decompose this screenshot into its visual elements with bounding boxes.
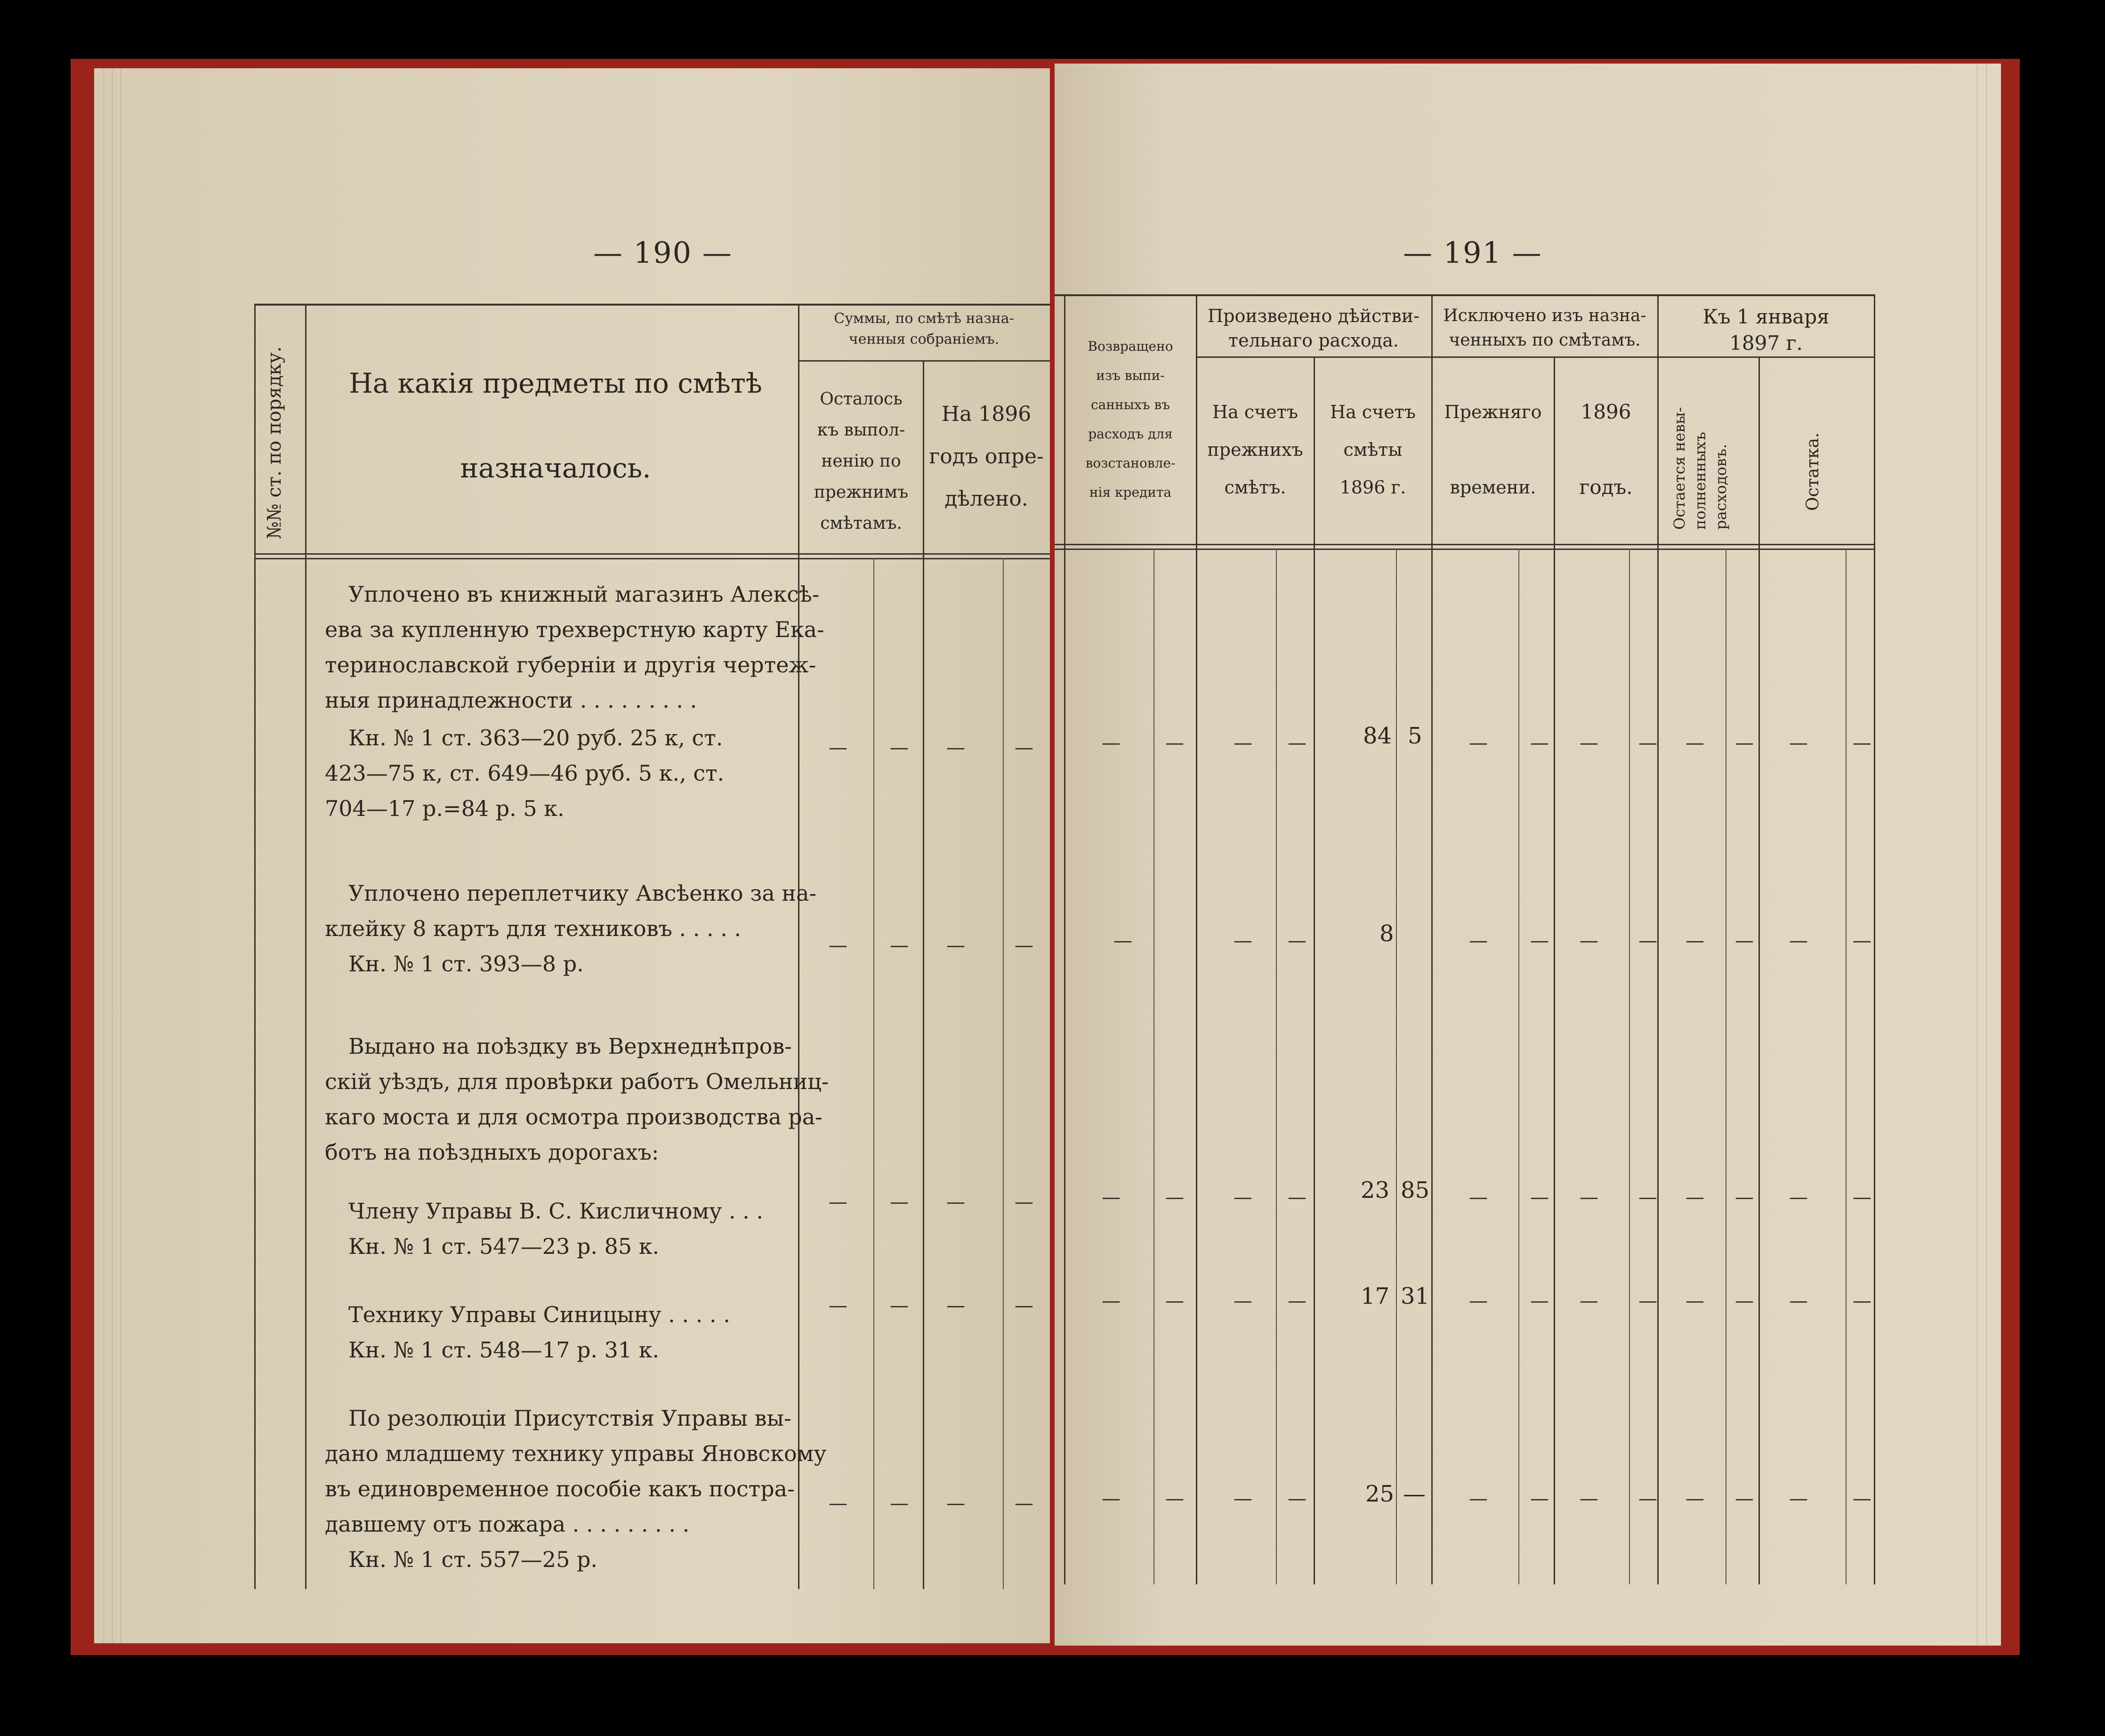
left-page bbox=[94, 68, 1050, 1643]
kopeck-rule bbox=[1518, 549, 1519, 1584]
empty-dash: — bbox=[1735, 1488, 1754, 1510]
empty-dash: — bbox=[946, 1295, 965, 1316]
empty-dash: — bbox=[1102, 1187, 1121, 1208]
page-number: — 191 — bbox=[1403, 235, 1542, 270]
empty-dash: — bbox=[1234, 1187, 1252, 1208]
empty-dash: — bbox=[1015, 1295, 1033, 1316]
empty-dash: — bbox=[1102, 1488, 1121, 1510]
empty-dash: — bbox=[1234, 1488, 1252, 1510]
page-edge bbox=[112, 68, 113, 1643]
empty-dash: — bbox=[1102, 732, 1121, 754]
empty-dash: — bbox=[1789, 1290, 1808, 1312]
empty-dash: — bbox=[890, 935, 909, 956]
actual-expense-group-header: Произведено дѣйстви- тельнаго расхода. bbox=[1208, 306, 1419, 351]
empty-dash: — bbox=[1735, 732, 1754, 754]
empty-dash: — bbox=[1638, 930, 1657, 952]
empty-dash: — bbox=[829, 1295, 847, 1316]
empty-dash: — bbox=[1686, 1187, 1704, 1208]
empty-dash: — bbox=[1638, 1488, 1657, 1510]
empty-dash: — bbox=[1288, 732, 1307, 754]
entry-text: ныя принадлежности . . . . . . . . . bbox=[325, 687, 697, 713]
empty-dash: — bbox=[1015, 737, 1033, 759]
empty-dash: — bbox=[1735, 930, 1754, 952]
empty-dash: — bbox=[1580, 1488, 1598, 1510]
empty-dash: — bbox=[1288, 1290, 1307, 1312]
empty-dash: — bbox=[890, 1493, 909, 1514]
entry-text: ботъ на поѣздныхъ дорогахъ: bbox=[325, 1139, 659, 1165]
row-number-header: №№ ст. по порядку. bbox=[264, 346, 285, 539]
empty-dash: — bbox=[1853, 732, 1871, 754]
entry-reference: Кн. № 1 ст. 557—25 р. bbox=[348, 1547, 598, 1572]
header-bottom-rule bbox=[254, 558, 1050, 559]
col-rule bbox=[1431, 294, 1433, 1584]
empty-dash: — bbox=[1686, 1290, 1704, 1312]
empty-dash: — bbox=[1638, 1187, 1657, 1208]
year-1896-header: 1896 годъ. bbox=[1579, 400, 1633, 499]
entry-text: скій уѣздъ, для провѣрки работъ Омельниц- bbox=[325, 1069, 829, 1094]
entry-text: ева за купленную трехверстную карту Ека- bbox=[325, 617, 824, 642]
entry-text: Члену Управы В. С. Кисличному . . . bbox=[348, 1198, 763, 1224]
entry-text: Технику Управы Синицыну . . . . . bbox=[348, 1302, 730, 1327]
empty-dash: — bbox=[1530, 1488, 1549, 1510]
amount-rubles: 25 bbox=[1365, 1481, 1395, 1507]
col-rule bbox=[1554, 356, 1555, 1584]
empty-dash: — bbox=[1789, 732, 1808, 754]
header-bottom-rule bbox=[1055, 544, 1874, 545]
empty-dash: — bbox=[1853, 1488, 1871, 1510]
amount-rubles: 84 bbox=[1363, 723, 1392, 749]
balance-header: Остатка. bbox=[1803, 432, 1823, 511]
col-rule bbox=[1314, 356, 1315, 1584]
table-right-rule bbox=[1874, 294, 1875, 1584]
kopeck-rule bbox=[1153, 549, 1154, 1584]
kopeck-rule bbox=[1276, 549, 1277, 1584]
header-bottom-rule bbox=[254, 553, 1050, 555]
empty-dash: — bbox=[1789, 1187, 1808, 1208]
kopeck-rule bbox=[1846, 549, 1847, 1584]
empty-dash: — bbox=[946, 1493, 965, 1514]
amount-kopecks: 85 bbox=[1401, 1177, 1430, 1203]
empty-dash: — bbox=[1234, 732, 1252, 754]
entry-text: каго моста и для осмотра производства ра- bbox=[325, 1104, 823, 1130]
sums-group-header: Суммы, по смѣтѣ назна- ченныя собраніемъ. bbox=[834, 310, 1014, 347]
kopeck-rule bbox=[873, 558, 874, 1589]
col-rule bbox=[1657, 294, 1659, 1584]
col-rule bbox=[305, 304, 306, 1589]
amount-kopecks: 31 bbox=[1401, 1283, 1430, 1309]
page-number: — 190 — bbox=[593, 235, 733, 270]
empty-dash: — bbox=[1113, 930, 1132, 952]
estimate-1896-header: На счетъ смѣты 1896 г. bbox=[1330, 402, 1416, 498]
col-rule bbox=[1196, 294, 1197, 1584]
empty-dash: — bbox=[1638, 1290, 1657, 1312]
entry-reference: Кн. № 1 ст. 547—23 р. 85 к. bbox=[348, 1234, 660, 1259]
empty-dash: — bbox=[1530, 1290, 1549, 1312]
amount-rubles: 8 bbox=[1379, 920, 1394, 947]
subject-header: назначалось. bbox=[460, 452, 651, 484]
entry-text: дано младшему технику управы Яновскому bbox=[325, 1441, 827, 1466]
entry-reference: Кн. № 1 ст. 363—20 руб. 25 к, ст. bbox=[348, 725, 723, 751]
empty-dash: — bbox=[829, 737, 847, 759]
right-page bbox=[1055, 64, 2001, 1646]
table-top-rule bbox=[254, 304, 1050, 306]
empty-dash: — bbox=[1234, 930, 1252, 952]
prior-time-header: Прежняго времени. bbox=[1444, 402, 1542, 498]
empty-dash: — bbox=[1530, 930, 1549, 952]
returned-header: Возвращено изъ выпи- санныхъ въ расходъ для возстановле- нія кредита bbox=[1085, 339, 1176, 500]
amount-kopecks: — bbox=[1403, 1481, 1426, 1507]
empty-dash: — bbox=[1580, 930, 1598, 952]
empty-dash: — bbox=[890, 1295, 909, 1316]
amount-kopecks: 5 bbox=[1408, 723, 1422, 749]
empty-dash: — bbox=[1288, 1187, 1307, 1208]
empty-dash: — bbox=[1015, 1493, 1033, 1514]
empty-dash: — bbox=[1469, 1187, 1488, 1208]
col-rule bbox=[1758, 356, 1760, 1584]
empty-dash: — bbox=[946, 935, 965, 956]
kopeck-rule bbox=[1396, 549, 1397, 1584]
header-bottom-rule bbox=[1055, 549, 1874, 550]
empty-dash: — bbox=[1580, 732, 1598, 754]
empty-dash: — bbox=[1789, 1488, 1808, 1510]
entry-reference: Кн. № 1 ст. 548—17 р. 31 к. bbox=[348, 1337, 660, 1363]
empty-dash: — bbox=[1165, 1187, 1184, 1208]
entry-text: Уплочено переплетчику Авсѣенко за на- bbox=[348, 880, 816, 906]
empty-dash: — bbox=[1102, 1290, 1121, 1312]
empty-dash: — bbox=[1530, 732, 1549, 754]
empty-dash: — bbox=[1735, 1290, 1754, 1312]
empty-dash: — bbox=[946, 737, 965, 759]
empty-dash: — bbox=[1165, 1488, 1184, 1510]
empty-dash: — bbox=[829, 1493, 847, 1514]
jan-1897-group-header: Къ 1 января 1897 г. bbox=[1702, 305, 1830, 355]
empty-dash: — bbox=[1789, 930, 1808, 952]
kopeck-rule bbox=[1003, 558, 1004, 1589]
empty-dash: — bbox=[1638, 732, 1657, 754]
entry-text: въ единовременное пособіе какъ постра- bbox=[325, 1476, 795, 1502]
empty-dash: — bbox=[1853, 1290, 1871, 1312]
empty-dash: — bbox=[1580, 1187, 1598, 1208]
empty-dash: — bbox=[1686, 732, 1704, 754]
assigned-1896-header: На 1896 годъ опре- дѣлено. bbox=[929, 402, 1044, 511]
excluded-group-header: Исключено изъ назна- ченныхъ по смѣтамъ. bbox=[1443, 306, 1646, 350]
empty-dash: — bbox=[946, 1191, 965, 1213]
empty-dash: — bbox=[1735, 1187, 1754, 1208]
group-rule bbox=[1196, 356, 1874, 358]
empty-dash: — bbox=[1288, 930, 1307, 952]
col-rule bbox=[1064, 294, 1065, 1584]
empty-dash: — bbox=[1686, 1488, 1704, 1510]
prior-estimates-header: На счетъ прежнихъ смѣтъ. bbox=[1207, 402, 1303, 498]
entry-text: Уплочено въ книжный магазинъ Алексѣ- bbox=[348, 581, 820, 607]
entry-text: По резолюціи Присутствія Управы вы- bbox=[348, 1405, 791, 1431]
col-rule bbox=[923, 360, 924, 1589]
empty-dash: — bbox=[1469, 930, 1488, 952]
empty-dash: — bbox=[890, 737, 909, 759]
empty-dash: — bbox=[1469, 1488, 1488, 1510]
entry-text: клейку 8 картъ для техниковъ . . . . . bbox=[325, 916, 742, 941]
entry-text: теринославской губерніи и другія чертеж- bbox=[325, 652, 816, 678]
entry-reference: 423—75 к, ст. 649—46 руб. 5 к., ст. bbox=[325, 760, 725, 786]
empty-dash: — bbox=[1165, 1290, 1184, 1312]
entry-text: Выдано на поѣздку въ Верхнеднѣпров- bbox=[348, 1034, 792, 1059]
empty-dash: — bbox=[1288, 1488, 1307, 1510]
remaining-prior-header: Осталось къ выпол- ненію по прежнимъ смѣтамъ. bbox=[814, 389, 909, 533]
col-rule bbox=[798, 304, 799, 1589]
empty-dash: — bbox=[1015, 935, 1033, 956]
entry-reference: Кн. № 1 ст. 393—8 р. bbox=[348, 951, 584, 977]
empty-dash: — bbox=[1853, 930, 1871, 952]
entry-reference: 704—17 р.=84 р. 5 к. bbox=[325, 796, 565, 821]
amount-rubles: 17 bbox=[1361, 1283, 1390, 1309]
empty-dash: — bbox=[829, 935, 847, 956]
unfulfilled-header: Остается невы- полненныхъ расходовъ. bbox=[1670, 407, 1730, 530]
table-left-rule bbox=[254, 304, 256, 1589]
empty-dash: — bbox=[1015, 1191, 1033, 1213]
empty-dash: — bbox=[1234, 1290, 1252, 1312]
empty-dash: — bbox=[1469, 1290, 1488, 1312]
amount-rubles: 23 bbox=[1361, 1177, 1390, 1203]
kopeck-rule bbox=[1629, 549, 1630, 1584]
empty-dash: — bbox=[1530, 1187, 1549, 1208]
page-edge bbox=[1986, 64, 1987, 1646]
empty-dash: — bbox=[1686, 930, 1704, 952]
subject-header: На какія предметы по смѣтѣ bbox=[349, 367, 762, 399]
empty-dash: — bbox=[1853, 1187, 1871, 1208]
table-top-rule bbox=[1055, 294, 1874, 296]
empty-dash: — bbox=[890, 1191, 909, 1213]
empty-dash: — bbox=[1469, 732, 1488, 754]
empty-dash: — bbox=[1165, 732, 1184, 754]
empty-dash: — bbox=[829, 1191, 847, 1213]
entry-text: давшему отъ пожара . . . . . . . . . bbox=[325, 1511, 690, 1537]
empty-dash: — bbox=[1580, 1290, 1598, 1312]
